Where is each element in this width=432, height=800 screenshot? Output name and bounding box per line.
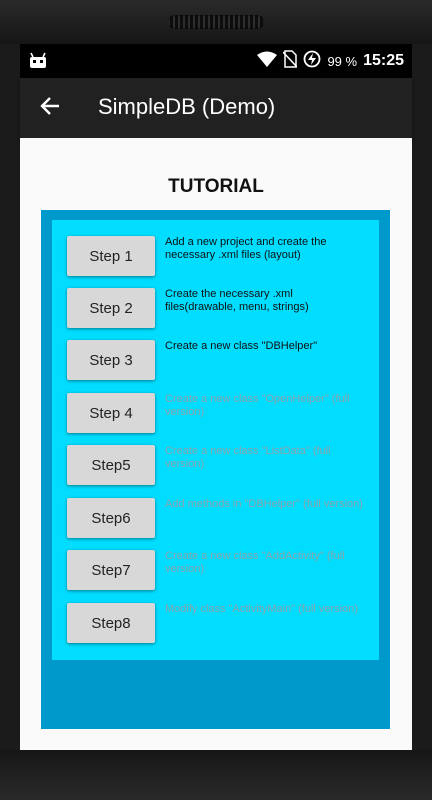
step-6-button[interactable]: Step6 (67, 498, 155, 538)
step-2-description: Create the necessary .xml files(drawable, menu, strings) (165, 288, 309, 313)
step-row (67, 288, 387, 328)
step-row (67, 393, 387, 433)
android-debug-icon (29, 52, 47, 70)
step-3-button[interactable]: Step 3 (67, 340, 155, 380)
step-8-button[interactable]: Step8 (67, 603, 155, 643)
step-5-description: Create a new class "ListData" (full version) (165, 445, 331, 470)
battery-percent: 99 % (327, 53, 358, 69)
step-8-description: Modify class "ActivityMain" (full version) (165, 603, 359, 615)
step-1-description: Add a new project and create the necessary .xml files (layout) (165, 236, 327, 261)
step-row (67, 340, 387, 380)
step-7-description: Create a new class "AddActivity" (full version) (165, 550, 345, 575)
content-area (20, 138, 412, 750)
speaker-grille (168, 15, 264, 29)
status-clock: 15:25 (363, 52, 404, 69)
step-3-description: Create a new class "DBHelper" (165, 340, 318, 352)
phone-bezel-bottom (0, 750, 432, 800)
step-7-button[interactable]: Step7 (67, 550, 155, 590)
app-bar (20, 78, 412, 138)
arrow-back-icon (39, 95, 61, 122)
step-row (67, 550, 387, 590)
wifi-icon (257, 51, 277, 72)
tutorial-steps-panel (52, 220, 379, 660)
page-title: TUTORIAL (168, 176, 264, 197)
step-row (67, 603, 387, 643)
status-bar (20, 44, 412, 78)
back-button[interactable] (32, 90, 68, 126)
step-row (67, 236, 387, 276)
no-sim-icon (283, 50, 297, 73)
step-row (67, 445, 387, 485)
phone-bezel-top (0, 0, 432, 44)
step-2-button[interactable]: Step 2 (67, 288, 155, 328)
app-title: SimpleDB (Demo) (98, 94, 276, 119)
step-6-description: Add methods in "DBHelper" (full version) (165, 498, 363, 510)
step-1-button[interactable]: Step 1 (67, 236, 155, 276)
step-row (67, 498, 387, 538)
battery-saver-icon (303, 50, 321, 73)
step-5-button[interactable]: Step5 (67, 445, 155, 485)
step-4-button[interactable]: Step 4 (67, 393, 155, 433)
step-4-description: Create a new class "OpenHelper" (full version) (165, 393, 350, 418)
